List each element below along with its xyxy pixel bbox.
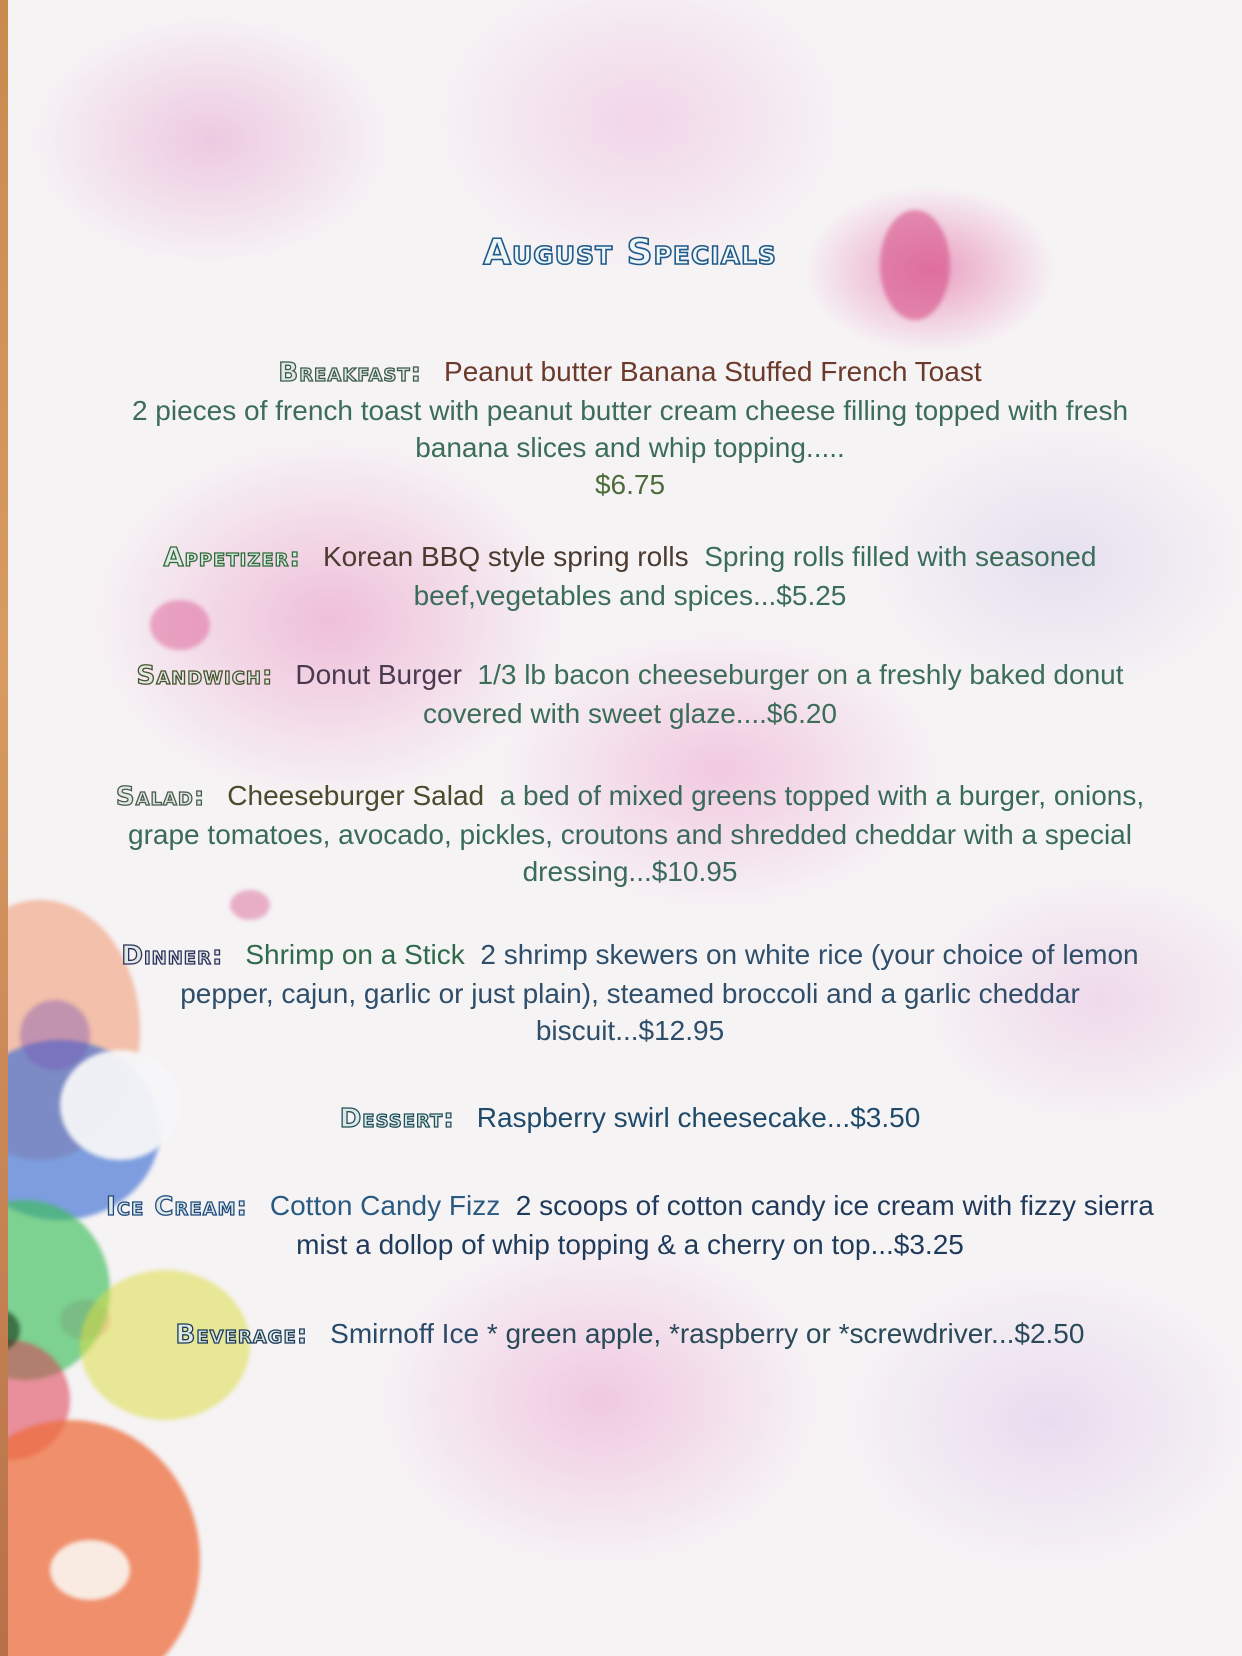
item-description: 2 shrimp skewers on white rice (your choice of lemon pepper, cajun, garlic or just plain), steamed broccoli and a garlic cheddar biscuit...$12.95 xyxy=(180,939,1139,1046)
category-label: Breakfast: xyxy=(278,358,423,388)
item-name: Shrimp on a Stick xyxy=(245,939,465,970)
menu-item-beverage xyxy=(100,1315,1160,1354)
item-description: * green apple, *raspberry or *screwdriver...$2.50 xyxy=(486,1318,1085,1349)
category-label: Salad: xyxy=(115,782,206,812)
item-description: 2 scoops of cotton candy ice cream with fizzy sierra mist a dollop of whip topping & a cherry on top...$3.25 xyxy=(296,1190,1154,1260)
item-description: 2 pieces of french toast with peanut butter cream cheese filling topped with fresh banana slices and whip topping..... xyxy=(131,395,1129,463)
item-description: Spring rolls filled with seasoned beef,vegetables and spices...$5.25 xyxy=(413,541,1097,611)
item-name: Smirnoff Ice xyxy=(330,1318,480,1349)
menu-item-dessert xyxy=(100,1099,1160,1138)
menu-item-sandwich xyxy=(100,656,1160,732)
menu-item-ice-cream xyxy=(100,1187,1160,1263)
menu-item-appetizer xyxy=(100,538,1160,614)
menu-item-dinner xyxy=(100,936,1160,1049)
category-label: Dessert: xyxy=(339,1104,455,1134)
menu-item-salad xyxy=(100,777,1160,890)
menu-title: August Specials xyxy=(483,232,777,273)
category-label: Beverage: xyxy=(175,1320,309,1350)
category-label: Appetizer: xyxy=(163,543,301,573)
item-description: 1/3 lb bacon cheeseburger on a freshly baked donut covered with sweet glaze....$6.20 xyxy=(422,659,1124,729)
category-label: Sandwich: xyxy=(136,661,274,691)
item-name: Cotton Candy Fizz xyxy=(269,1190,501,1221)
category-label: Ice Cream: xyxy=(106,1192,248,1222)
item-name: Donut Burger xyxy=(295,659,462,690)
item-name: Raspberry swirl cheesecake...$3.50 xyxy=(476,1102,921,1133)
item-price: $6.75 xyxy=(594,469,666,500)
item-name: Peanut butter Banana Stuffed French Toast xyxy=(444,356,982,387)
item-description: a bed of mixed greens topped with a burger, onions, grape tomatoes, avocado, pickles, croutons and shredded cheddar with a special dressing...$10.95 xyxy=(128,780,1145,887)
item-name: Cheeseburger Salad xyxy=(227,780,485,811)
category-label: Dinner: xyxy=(121,941,224,971)
menu-item-breakfast xyxy=(100,353,1160,503)
item-name: Korean BBQ style spring rolls xyxy=(322,541,689,572)
